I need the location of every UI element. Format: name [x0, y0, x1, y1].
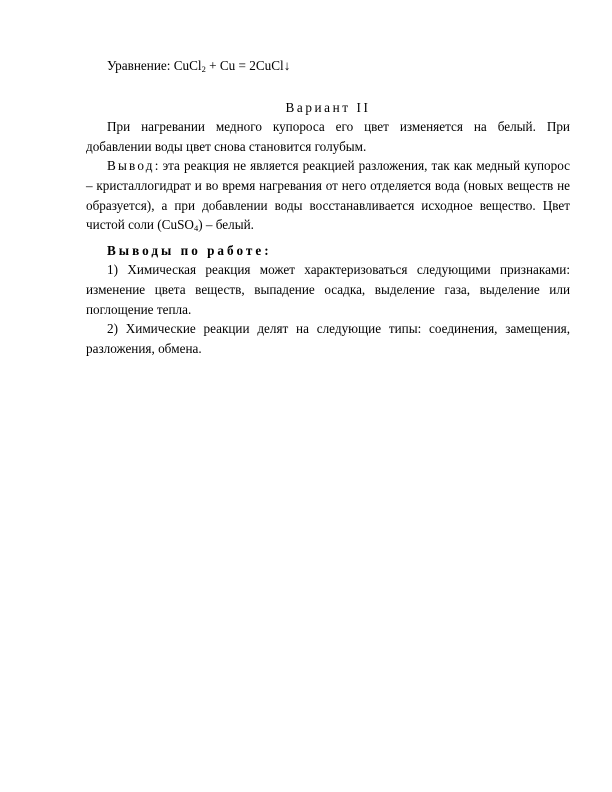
equation-rest: + Cu = 2CuCl	[205, 58, 284, 73]
formula-subscript: 4	[193, 223, 199, 234]
work-conclusions-heading: Выводы по работе:	[107, 242, 272, 258]
work-conclusion-item-2: 2) Химические реакции делят на следующие типы: соединения, замещения, разложения, обмена.	[86, 321, 570, 356]
reaction-equation	[107, 56, 570, 76]
document-page	[86, 56, 570, 358]
variant-heading: Вариант II	[285, 99, 371, 115]
equation-reactant: CuCl	[173, 58, 202, 73]
conclusion-text: : эта реакция не является реакцией разложения, так как медный купорос – кристаллогидрат и во время нагревания от него отделяется вода (новых веществ не образуется), а при добавлении воды восстанавливается исходное вещество. Цвет чистой соли (CuSO	[86, 158, 570, 233]
variant-paragraph: При нагревании медного купороса его цвет изменяется на белый. При добавлении воды цвет снова становится голубым.	[86, 119, 570, 154]
conclusion-paragraph	[86, 156, 570, 234]
conclusion-label: Вывод	[107, 158, 155, 174]
precipitate-arrow: ↓	[283, 58, 291, 73]
work-conclusion-item-1: 1) Химическая реакция может характеризоваться следующими признаками: изменение цвета веществ, выпадение осадка, выделение газа, выделение или поглощение тепла.	[86, 262, 570, 317]
spacer	[86, 76, 570, 98]
equation-label: Уравнение:	[107, 58, 174, 73]
conclusion-text-end: ) – белый.	[198, 217, 254, 233]
equation-subscript: 2	[201, 64, 206, 74]
